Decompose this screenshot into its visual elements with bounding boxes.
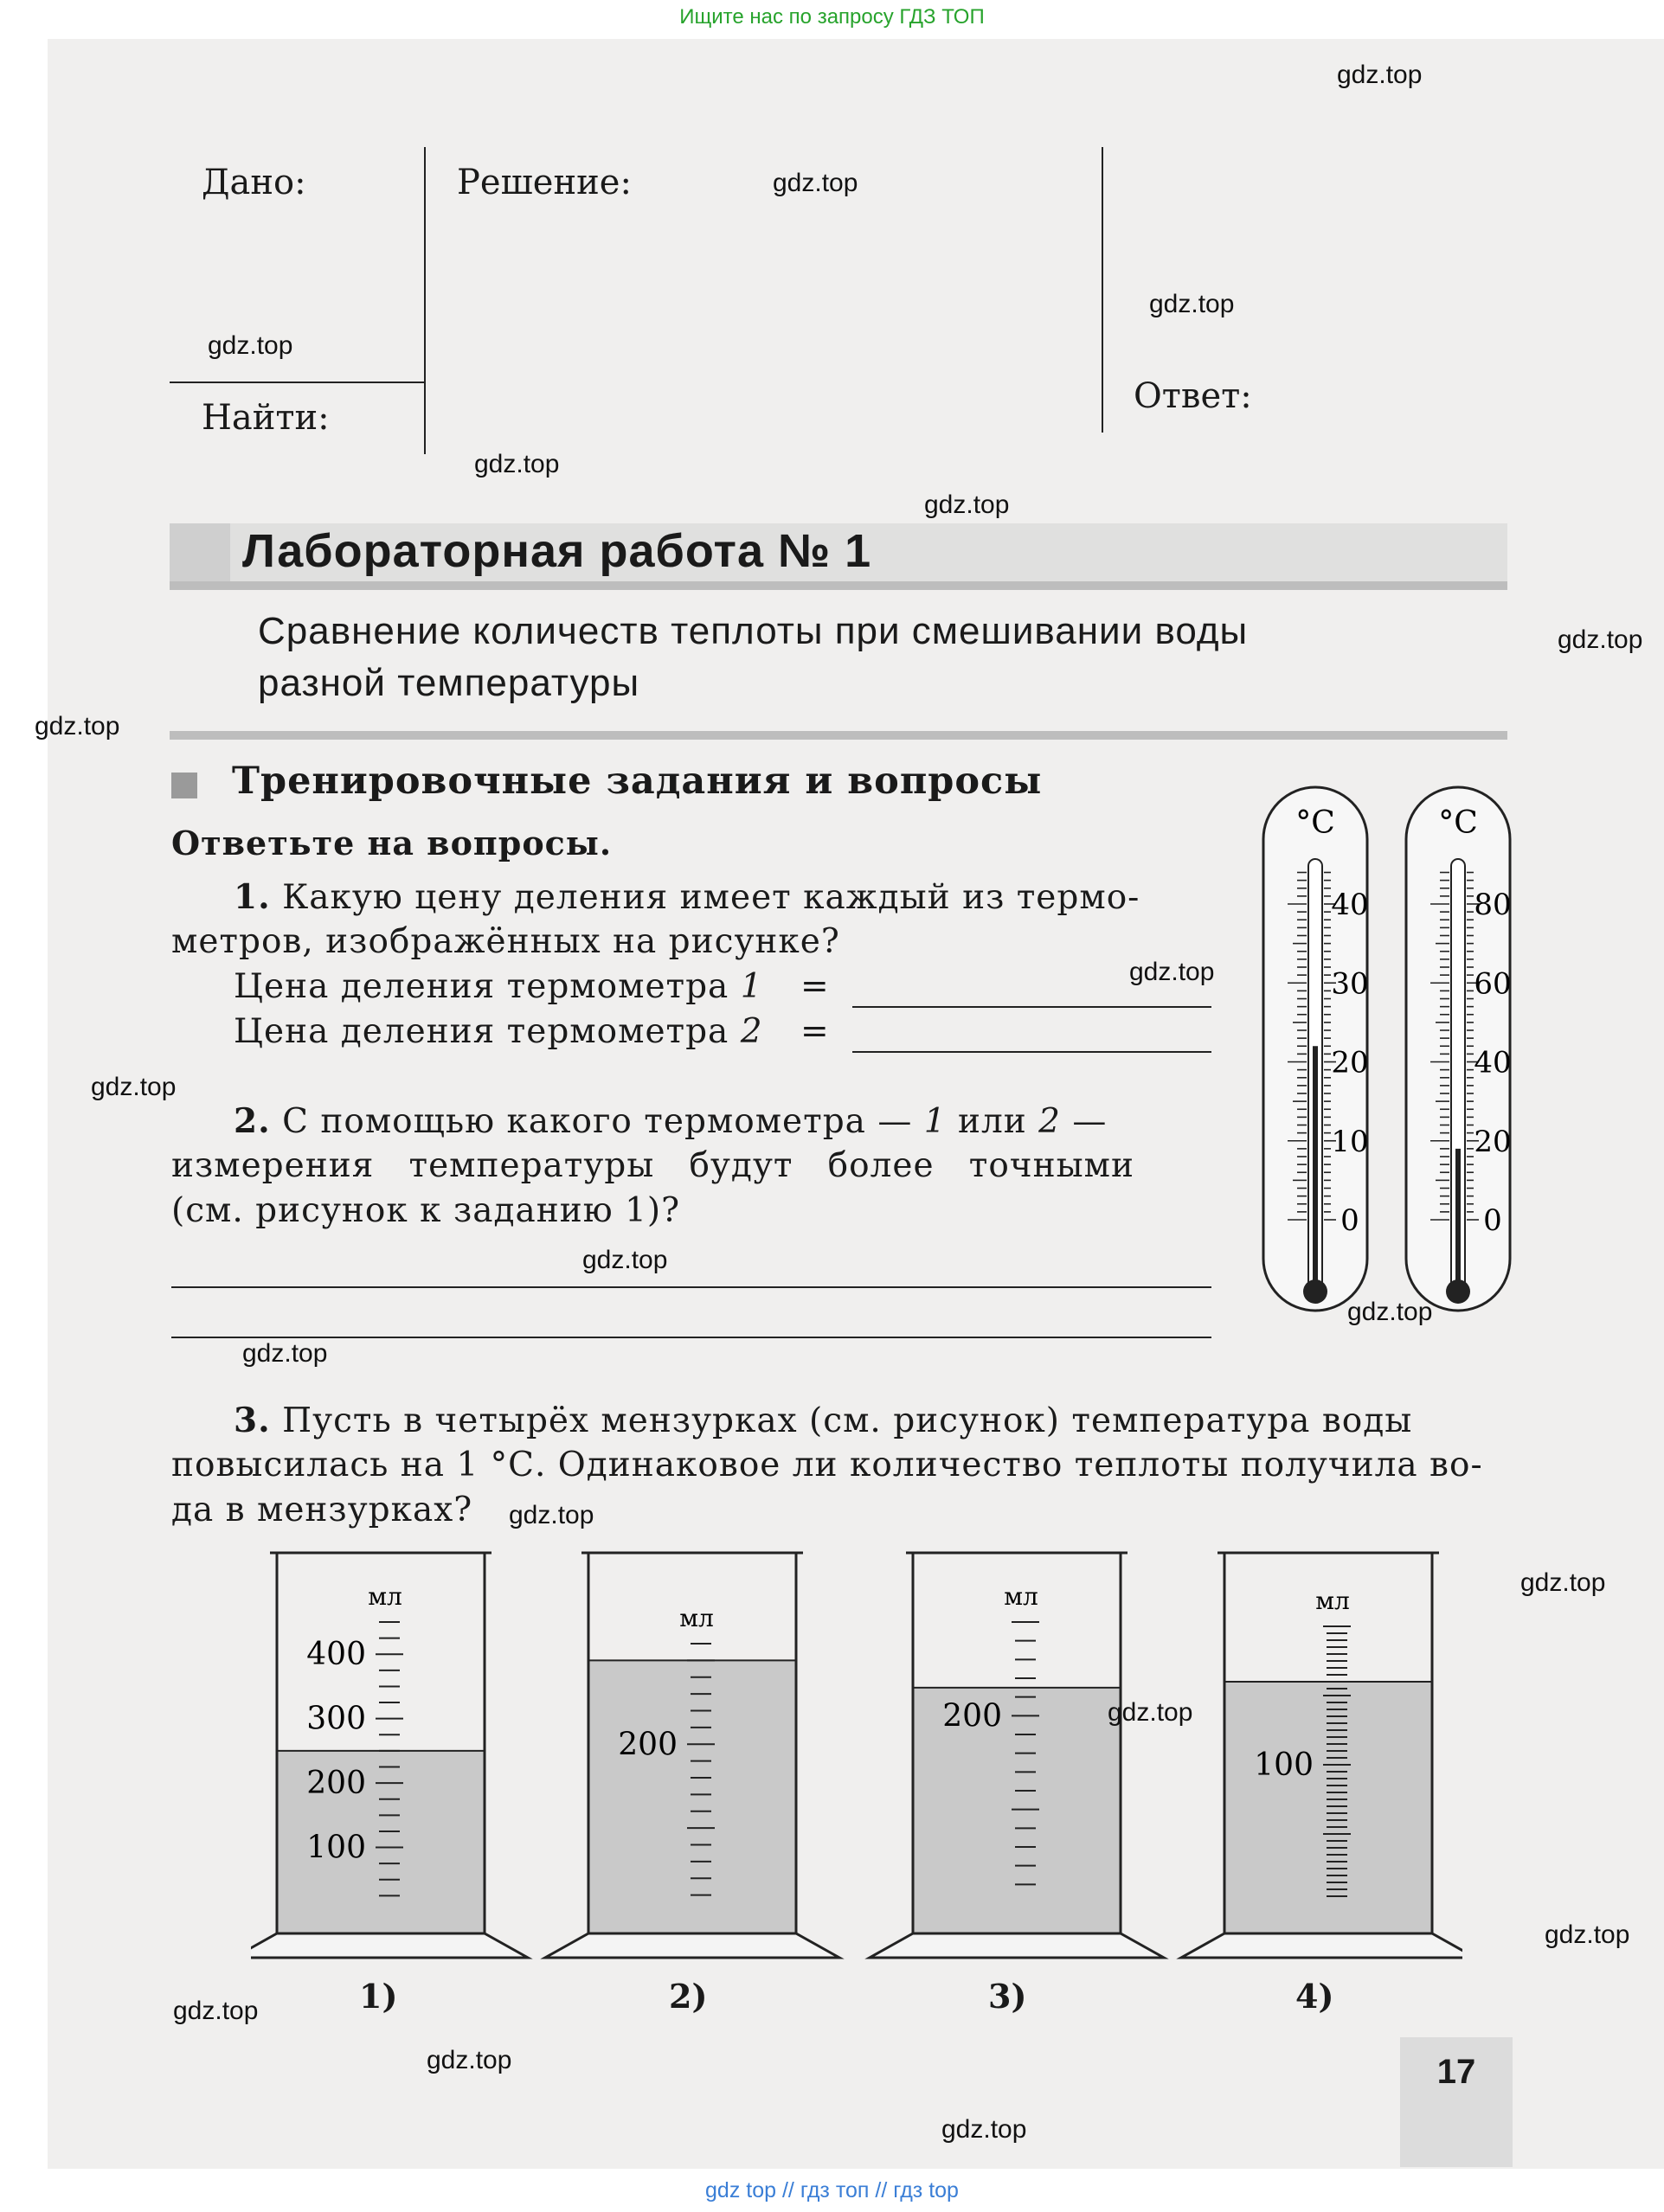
answer-label: Ответ: xyxy=(1134,376,1252,416)
q3-line1 xyxy=(234,1398,1412,1444)
beaker-unit: мл xyxy=(1315,1587,1350,1615)
beaker-unit: мл xyxy=(679,1604,714,1632)
instruction: Ответьте на вопросы. xyxy=(171,824,613,862)
thermometer-unit: °C xyxy=(1438,805,1478,841)
thermometer-label: 40 xyxy=(1331,888,1369,922)
q2-answer-blank-2[interactable] xyxy=(171,1337,1211,1338)
beaker-label: 400 xyxy=(306,1637,366,1673)
answer-divider xyxy=(1102,147,1103,433)
beaker1-caption: 1) xyxy=(359,1977,398,2016)
given-divider xyxy=(424,147,426,454)
thermo1-answer-blank[interactable] xyxy=(852,1006,1211,1008)
q2-n2: 2 xyxy=(1038,1102,1061,1141)
beaker-label: 200 xyxy=(942,1698,1002,1734)
q1-number: 1. xyxy=(234,877,271,917)
watermark: gdz.top xyxy=(173,1997,259,2025)
thermo2-number: 2 xyxy=(740,1012,763,1051)
q2-line3: (см. рисунок к заданию 1)? xyxy=(171,1191,681,1230)
watermark: gdz.top xyxy=(1108,1698,1193,1727)
find-divider xyxy=(170,381,426,383)
thermometer-mercury xyxy=(1313,1046,1318,1293)
beaker-label: 300 xyxy=(306,1701,366,1737)
thermo2-answer-blank[interactable] xyxy=(852,1051,1211,1053)
thermo1-number: 1 xyxy=(740,967,763,1006)
watermark: gdz.top xyxy=(509,1501,594,1529)
beaker-label: 100 xyxy=(306,1830,366,1866)
watermark: gdz.top xyxy=(427,2046,512,2074)
beaker-base xyxy=(545,1933,839,1958)
watermark: gdz.top xyxy=(1520,1568,1606,1597)
beaker-base xyxy=(870,1933,1164,1958)
q2-text1: С помощью какого термометра — xyxy=(282,1102,913,1141)
q1-thermo1-row xyxy=(234,965,830,1010)
watermark: gdz.top xyxy=(924,490,1010,519)
watermark: gdz.top xyxy=(941,2115,1027,2144)
thermometer-mercury xyxy=(1455,1149,1461,1293)
watermark: gdz.top xyxy=(1545,1920,1630,1949)
lab-subtitle-line2: разной температуры xyxy=(258,662,640,704)
beaker3-caption: 3) xyxy=(988,1977,1027,2016)
solution-label: Решение: xyxy=(457,163,632,202)
bottom-banner[interactable]: gdz top // гдз топ // гдз top xyxy=(705,2178,959,2202)
thermo1-equals: = xyxy=(800,967,830,1006)
thermo1-label: Цена деления термометра xyxy=(234,967,729,1006)
thermometer-label: 30 xyxy=(1331,966,1369,1002)
lab-subtitle-line1: Сравнение количеств теплоты при смешивании воды xyxy=(258,610,1249,652)
header-rule xyxy=(170,581,1507,590)
beaker4-caption: 4) xyxy=(1295,1977,1334,2016)
thermometer-label: 80 xyxy=(1474,888,1512,922)
find-label: Найти: xyxy=(202,398,330,438)
q2-number: 2. xyxy=(234,1101,271,1141)
watermark: gdz.top xyxy=(773,169,858,197)
beaker-label: 100 xyxy=(1254,1747,1314,1783)
q3-text1: Пусть в четырёх мензурках (см. рисунок) температура воды xyxy=(282,1401,1413,1440)
beaker2-caption: 2) xyxy=(669,1977,708,2016)
q1-thermo2-row xyxy=(234,1010,830,1055)
beaker-label: 200 xyxy=(306,1766,366,1802)
beaker-unit: мл xyxy=(368,1582,402,1611)
page-number: 17 xyxy=(1400,2037,1513,2167)
watermark: gdz.top xyxy=(582,1246,668,1274)
thermometer-label: 0 xyxy=(1483,1203,1502,1238)
thermometer-label: 40 xyxy=(1474,1045,1512,1080)
q2-or: или xyxy=(957,1102,1027,1141)
watermark: gdz.top xyxy=(35,712,120,741)
watermark: gdz.top xyxy=(242,1339,328,1368)
q1-line2: метров, изображённых на рисунке? xyxy=(171,922,840,961)
q3-number: 3. xyxy=(234,1401,271,1440)
thermometer-label: 20 xyxy=(1331,1045,1369,1080)
section-square-icon xyxy=(171,773,197,798)
beaker-label: 200 xyxy=(618,1727,678,1763)
q2-dash: — xyxy=(1072,1102,1108,1141)
watermark: gdz.top xyxy=(1149,290,1235,318)
top-banner[interactable]: Ищите нас по запросу ГДЗ ТОП xyxy=(679,5,985,29)
q2-line1 xyxy=(234,1099,1107,1144)
beaker-water xyxy=(588,1660,796,1933)
section-title: Тренировочные задания и вопросы xyxy=(232,760,1043,803)
watermark: gdz.top xyxy=(91,1073,177,1101)
thermometers-figure xyxy=(1255,783,1514,1328)
thermometer-label: 60 xyxy=(1474,966,1512,1002)
given-label: Дано: xyxy=(202,163,306,202)
watermark: gdz.top xyxy=(208,331,293,360)
q1-text1: Какую цену деления имеет каждый из термо- xyxy=(282,878,1140,917)
beaker-unit: мл xyxy=(1004,1582,1038,1611)
thermometer-label: 10 xyxy=(1331,1124,1369,1159)
thermometer-label: 0 xyxy=(1340,1203,1359,1238)
thermometer-unit: °C xyxy=(1295,805,1335,841)
beakers-figure xyxy=(251,1540,1462,2033)
watermark: gdz.top xyxy=(1558,625,1643,654)
beaker-base xyxy=(1181,1933,1462,1958)
q2-line2: измерения температуры будут более точными xyxy=(171,1146,1134,1185)
watermark: gdz.top xyxy=(1347,1298,1433,1326)
thermo2-equals: = xyxy=(800,1012,830,1051)
q2-n1: 1 xyxy=(923,1102,947,1141)
watermark: gdz.top xyxy=(474,450,560,478)
watermark: gdz.top xyxy=(1337,61,1423,89)
thermometer-label: 20 xyxy=(1474,1124,1512,1159)
q3-line3: да в мензурках? xyxy=(171,1491,473,1529)
beaker-base xyxy=(251,1933,528,1958)
q3-line2: повысилась на 1 °С. Одинаковое ли количество теплоты получила во- xyxy=(171,1446,1483,1484)
q1-line1 xyxy=(234,875,1140,920)
thermo2-label: Цена деления термометра xyxy=(234,1012,729,1051)
q2-answer-blank-1[interactable] xyxy=(171,1286,1211,1288)
watermark: gdz.top xyxy=(1129,958,1215,986)
lab-title: Лабораторная работа № 1 xyxy=(242,525,872,577)
subtitle-rule xyxy=(170,731,1507,740)
